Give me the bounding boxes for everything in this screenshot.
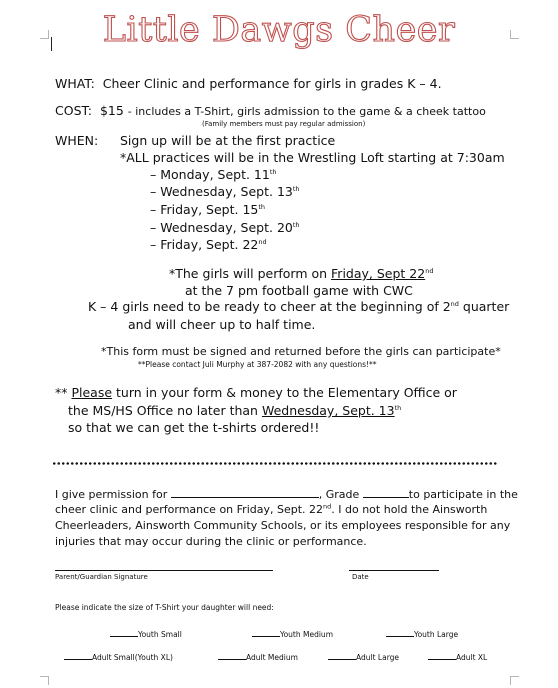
signed-note: *This form must be signed and returned before the girls can participate* [101, 345, 501, 358]
when-label: WHEN: [55, 133, 99, 148]
signature-label: Parent/Guardian Signature [55, 573, 148, 581]
perform-line-3: K – 4 girls need to be ready to cheer at the beginning of 2nd quarter [88, 299, 510, 314]
cost-text: - includes a T-Shirt, girls admission to the game & a cheek tattoo [127, 105, 486, 118]
size-checkline[interactable] [252, 628, 280, 637]
practice-date: – Friday, Sept. 15th [150, 202, 266, 217]
size-checkline[interactable] [218, 651, 246, 660]
cost-line [55, 103, 486, 119]
size-checkline[interactable] [328, 651, 356, 660]
size-checkline[interactable] [428, 651, 456, 660]
size-option: Youth Small [110, 628, 182, 640]
cost-label: COST: [55, 103, 92, 118]
size-option: Youth Medium [252, 628, 333, 640]
size-option: Adult Large [328, 651, 399, 663]
permission-line-4: injuries that may occur during the clinic or performance. [55, 535, 367, 548]
signature-field[interactable] [55, 570, 273, 571]
perform-line-2: at the 7 pm football game with CWC [185, 283, 413, 298]
cost-note: (Family members must pay regular admission) [202, 120, 366, 128]
practice-date: – Wednesday, Sept. 13th [150, 184, 300, 199]
date-label: Date [352, 573, 369, 581]
what-text: Cheer Clinic and performance for girls in grades K – 4. [102, 76, 442, 91]
cost-amount: $15 [99, 103, 124, 118]
practice-date: – Friday, Sept. 22nd [150, 237, 267, 252]
page-title: Little Dawgs Cheer [102, 10, 456, 50]
grade-field[interactable] [363, 487, 409, 498]
crop-mark-bottom-right [510, 676, 519, 685]
size-option: Youth Large [386, 628, 458, 640]
size-option: Adult Small(Youth XL) [64, 651, 173, 663]
permission-line-1: I give permission for , Grade to participate in the [55, 488, 518, 501]
tshirt-prompt: Please indicate the size of T-Shirt your daughter will need: [55, 603, 274, 612]
permission-line-2: cheer clinic and performance on Friday, Sept. 22nd. I do not hold the Ainsworth [55, 502, 488, 516]
perform-line-4: and will cheer up to half time. [128, 317, 316, 332]
when-line-1: Sign up will be at the first practice [120, 133, 336, 148]
what-line [55, 76, 442, 92]
turnin-line-2: the MS/HS Office no later than Wednesday, Sept. 13th [68, 403, 402, 418]
size-checkline[interactable] [110, 628, 138, 637]
crop-mark-bottom-left [40, 676, 49, 685]
permission-line-3: Cheerleaders, Ainsworth Community Schools, or its employees responsible for any [55, 519, 511, 532]
child-name-field[interactable] [171, 487, 319, 498]
size-option: Adult XL [428, 651, 487, 663]
size-checkline[interactable] [386, 628, 414, 637]
what-label: WHAT: [55, 76, 95, 91]
dotted-divider [52, 462, 498, 465]
turnin-line-1: ** Please turn in your form & money to the Elementary Office or [55, 385, 457, 400]
practice-date: – Monday, Sept. 11th [150, 167, 277, 182]
turnin-line-3: so that we can get the t-shirts ordered!! [68, 420, 320, 435]
perform-line-1: *The girls will perform on Friday, Sept 22nd [169, 266, 434, 281]
contact-note: **Please contact Juli Murphy at 387-2082 with any questions!** [138, 360, 377, 369]
date-field[interactable] [349, 570, 439, 571]
size-option: Adult Medium [218, 651, 298, 663]
practice-date: – Wednesday, Sept. 20th [150, 220, 300, 235]
when-line-2: *ALL practices will be in the Wrestling Loft starting at 7:30am [120, 150, 505, 165]
size-checkline[interactable] [64, 651, 92, 660]
